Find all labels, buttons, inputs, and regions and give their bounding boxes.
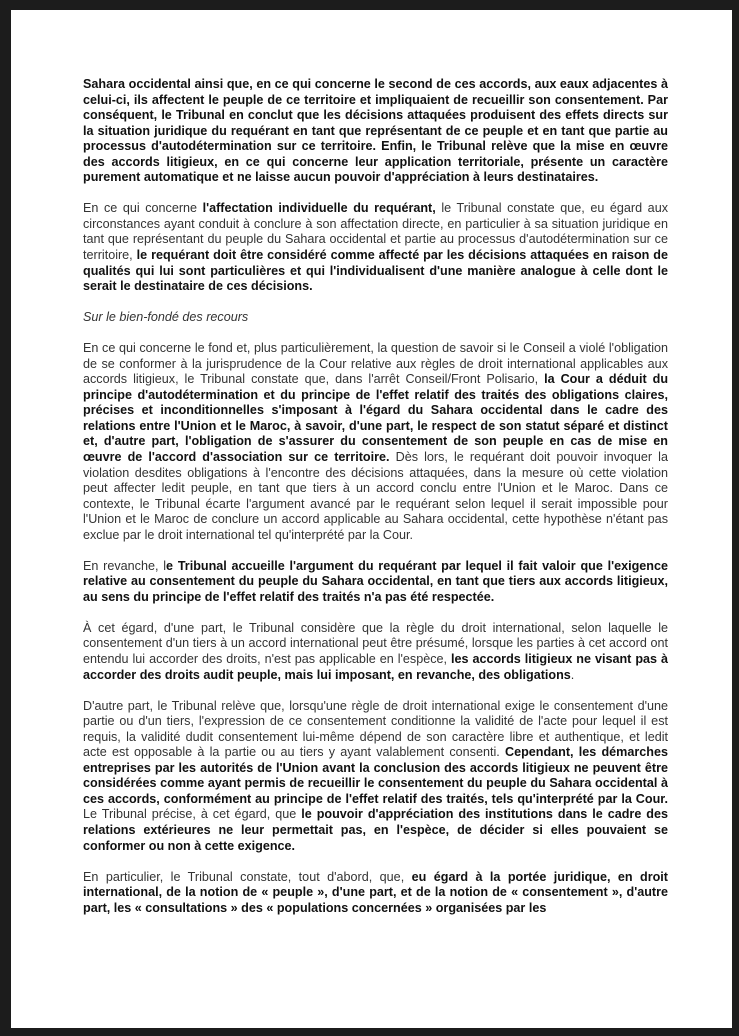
bold-text: e Tribunal accueille l'argument du requérant par lequel il fait valoir que l'exigence relative au consentement du peuple du Sahara occidental, en tant que tiers aux accords litigieux, au sens du principe de l'effet relatif des traités n'a pas été respectée. [83, 558, 668, 604]
paragraph-5 [83, 621, 668, 683]
bold-text: le requérant doit être considéré comme affecté par les décisions attaquées en raison de qualités qui lui sont particulières et qui l'individualisent d'une manière analogue à celle dont le serait le destinataire de ces décisions. [83, 247, 669, 294]
document-body [83, 77, 668, 932]
plain-text: . [570, 667, 575, 682]
bold-text: l'affectation individuelle du requérant, [202, 201, 436, 216]
plain-text: Le Tribunal précise, à cet égard, que [83, 807, 302, 822]
plain-text: À cet égard, d'une part, le Tribunal considère que la règle du droit international, selon laquelle le consentement d'un tiers à un accord international peut être présumé, lorsque les parties à cet accord ont entendu lui accorder des droits, n'est pas applicable en l'espèce, [83, 620, 668, 666]
bold-text: eu égard à la portée juridique, en droit international, de la notion de « peuple », d'une part, et de la notion de « consentement », d'autre part, les « consultations » des « populations concernées » organisées par les [83, 869, 669, 915]
plain-text: En ce qui concerne le fond et, plus particulièrement, la question de savoir si le Conseil a violé l'obligation de se conformer à la jurisprudence de la Cour relative aux règles de droit international applicables aux accords litigieux, le Tribunal constate que, dans l'arrêt Conseil/Front Polisario, [83, 341, 668, 387]
paragraph-6 [83, 699, 668, 854]
document-page [11, 10, 732, 1028]
plain-text: le Tribunal constate que, eu égard aux circonstances ayant conduit à conclure à son affectation directe, en particulier à sa situation juridique en tant que représentant du peuple du Sahara occidental et partie au processus d'autodétermination sur ce territoire, [83, 201, 668, 262]
bold-text: le pouvoir d'appréciation des institutions dans le cadre des relations extérieures ne leur permettait pas, en l'espèce, de décider si elles pouvaient se conformer ou non à cette exigence. [83, 807, 668, 853]
bold-text: les accords litigieux ne visant pas à accorder des droits audit peuple, mais lui imposant, en revanche, des obligations [83, 652, 669, 682]
bold-text: Sahara occidental ainsi que, en ce qui concerne le second de ces accords, aux eaux adjacentes à celui-ci, ils affectent le peuple de ce territoire et impliquaient de recueillir son consentement. Par conséquent, le Tribunal en conclut que les décisions attaquées produisent des effets directs sur la situation juridique du requérant en tant que représentant de ce peuple et en tant que partie au processus d'autodétermination sur ce territoire. Enfin, le Tribunal relève que la mise en œuvre des accords litigieux, en ce qui concerne leur application territoriale, présente un caractère purement automatique et ne laisse aucun pouvoir d'appréciation à leurs destinataires. [83, 77, 668, 185]
paragraph-4 [83, 559, 668, 606]
plain-text: Dès lors, le requérant doit pouvoir invoquer la violation desdites obligations à l'encontre des décisions attaquées, dans la mesure où cette violation peut affecter ledit peuple, en tant que tiers à un accord conclu entre l'Union et le Maroc. Dans ce contexte, le Tribunal écarte l'argument avancé par le requérant selon lequel il serait impossible pour l'Union et le Maroc de conclure un accord applicable au Sahara occidental, cette hypothèse n'étant pas exclue par le droit international tel qu'interprété par la Cour. [83, 449, 668, 542]
plain-text: D'autre part, le Tribunal relève que, lorsqu'une règle de droit international exige le consentement d'une partie ou d'un tiers, l'expression de ce consentement conditionne la validité de l'acte pour lequel il est requis, la validité dudit consentement lui-même dépend de son caractère libre et authentique, et ledit acte est opposable à la partie ou au tiers y ayant valablement consenti. [83, 698, 668, 760]
paragraph-2 [83, 201, 668, 294]
plain-text: En revanche, l [83, 558, 167, 573]
plain-text: En particulier, le Tribunal constate, tout d'abord, que, [83, 869, 412, 884]
plain-text: En ce qui concerne [83, 201, 203, 216]
paragraph-3 [83, 341, 668, 543]
bold-text: Cependant, les démarches entreprises par les autorités de l'Union avant la conclusion des accords litigieux ne peuvent être considérées comme ayant permis de recueillir le consentement du peuple du Sahara occidental à ces accords, conformément au principe de l'effet relatif des traités, tels qu'interprété par la Cour. [83, 745, 668, 806]
paragraph-7 [83, 870, 668, 917]
section-heading: Sur le bien-fondé des recours [83, 310, 249, 325]
bold-text: la Cour a déduit du principe d'autodétermination et du principe de l'effet relatif des traités des obligations claires, précises et inconditionnelles s'imposant à l'égard du Sahara occidental dans le cadre des relations entre l'Union et le Maroc, à savoir, d'une part, le respect de son statut séparé et distinct et, d'autre part, l'obligation de s'assurer du consentement de son peuple en cas de mise en œuvre de l'accord d'association sur ce territoire. [83, 372, 669, 464]
paragraph-1 [83, 77, 668, 186]
